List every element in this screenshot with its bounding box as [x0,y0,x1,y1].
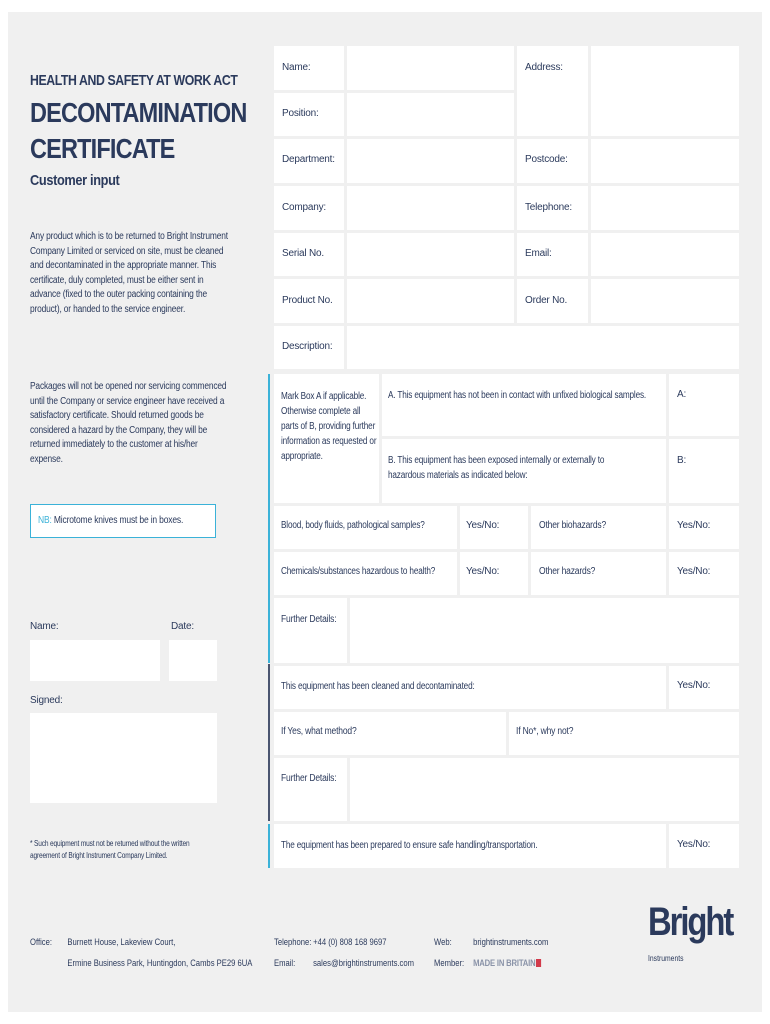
bright-logo: Bright [648,900,733,944]
address-label: Address: [525,62,563,73]
footer-web [434,932,548,974]
description-label: Description: [282,341,333,352]
other-hazards-question-cell [531,552,666,595]
chemicals-question: Chemicals/substances hazardous to health? [281,566,436,577]
nb-prefix: NB: [38,515,52,526]
bright-logo-sub: Instruments [648,954,684,963]
mark-box-text: Mark Box A if applicable. Otherwise complete all parts of B, providing further information as requested or appropriate. [281,391,377,462]
tel-label: Telephone: [274,937,312,947]
serial-input[interactable] [347,233,514,276]
transport-statement-cell [274,824,666,868]
intro-paragraph-1: Any product which is to be returned to Bright Instrument Company Limited or serviced on site, must be cleaned and decontaminated in the appropriate manner. This certificate, duly completed, must be either sent in advance (fixed to the outer packing containing the product), or handed to the service engineer. [30,231,228,315]
company-label: Company: [282,202,326,213]
cleaned-yesno-input[interactable] [669,666,739,709]
hazard-further-input[interactable] [350,598,739,663]
method-label: If Yes, what method? [281,726,357,737]
footer-office [30,932,252,974]
blood-yesno-label: Yes/No: [466,520,500,531]
order-label: Order No. [525,295,568,306]
blood-yesno-input[interactable] [460,506,528,549]
section-bar-cleaning [268,664,270,821]
box-b-checkbox[interactable] [669,439,739,503]
cleaned-statement-cell [274,666,666,709]
other-bio-yesno-label: Yes/No: [677,520,711,531]
nb-text [38,514,183,529]
email-label: Email: [525,248,552,259]
product-label-cell [274,279,344,323]
hazard-further-label-cell [274,598,347,663]
sign-date-label: Date: [171,621,194,632]
order-label-cell [517,279,588,323]
web-label: Web: [434,937,452,947]
box-b-text: B. This equipment has been exposed internally or externally to hazardous materials as indicated below: [388,455,605,481]
chemicals-yesno-label: Yes/No: [466,566,500,577]
footnote: * Such equipment must not be returned without the written agreement of Bright Instrument Company Limited. [30,839,190,861]
postcode-label: Postcode: [525,154,568,165]
title-line-2: CERTIFICATE [30,133,175,164]
nb-message: Microtome knives must be in boxes. [53,515,184,526]
box-a-label: A: [677,389,687,400]
web-link[interactable]: brightinstruments.com [473,937,549,947]
intro-paragraph-2: Packages will not be opened nor servicing commenced until the Company or service engineer have received a satisfactory certificate. Should returned goods be considered a hazard by the Company, they will be returned immediately to the customer at his/her expense. [30,381,227,465]
email-footer-label: Email: [274,958,296,968]
why-not-input[interactable] [509,712,739,755]
other-hazards-question: Other hazards? [539,566,596,577]
transport-statement: The equipment has been prepared to ensure safe handling/transportation. [281,840,538,851]
certificate-page [8,12,762,1012]
position-input[interactable] [347,93,514,136]
address-input[interactable] [591,46,739,136]
other-bio-question: Other biohazards? [539,520,607,531]
section-bar-transport [268,824,270,868]
office-line-1: Burnett House, Lakeview Court, [67,937,176,947]
tel-value: +44 (0) 808 168 9697 [313,937,387,947]
company-input[interactable] [347,186,514,230]
clean-further-input[interactable] [350,758,739,821]
other-bio-question-cell [531,506,666,549]
nb-box [30,504,216,538]
description-input[interactable] [347,326,739,369]
clean-further-label-cell [274,758,347,821]
box-a-statement-cell [382,374,666,436]
made-in-britain-badge: MADE IN BRITAIN [473,958,536,968]
chemicals-yesno-input[interactable] [460,552,528,595]
mark-box-instructions [274,374,379,503]
box-a-checkbox[interactable] [669,374,739,436]
other-bio-yesno-input[interactable] [669,506,739,549]
office-label: Office: [30,937,52,947]
blood-question-cell [274,506,457,549]
telephone-input[interactable] [591,186,739,230]
box-b-statement-cell [382,439,666,503]
address-label-cell [517,46,588,136]
title-line-1: DECONTAMINATION [30,97,247,128]
email-label-cell [517,233,588,276]
telephone-label: Telephone: [525,202,572,213]
other-hazards-yesno-input[interactable] [669,552,739,595]
name-input[interactable] [347,46,514,90]
clean-further-label: Further Details: [281,773,337,784]
section-bar-hazards [268,374,270,663]
box-a-text: A. This equipment has not been in contact with unfixed biological samples. [388,390,647,401]
hazard-further-label: Further Details: [281,614,337,625]
why-not-label: If No*, why not? [516,726,574,737]
position-label: Position: [282,108,319,119]
transport-yesno-label: Yes/No: [677,839,711,850]
act-heading: HEALTH AND SAFETY AT WORK ACT [30,72,238,89]
department-label: Department: [282,154,335,165]
email-input[interactable] [591,233,739,276]
description-label-cell [274,326,344,369]
made-in-britain-flag-icon [536,959,541,967]
department-input[interactable] [347,139,514,183]
position-label-cell [274,93,344,136]
transport-yesno-input[interactable] [669,824,739,868]
blood-question: Blood, body fluids, pathological samples? [281,520,425,531]
postcode-input[interactable] [591,139,739,183]
cleaned-statement: This equipment has been cleaned and decontaminated: [281,681,475,692]
department-label-cell [274,139,344,183]
name-label: Name: [282,62,311,73]
name-label-cell [274,46,344,90]
serial-label: Serial No. [282,248,324,259]
product-input[interactable] [347,279,514,323]
office-line-2: Ermine Business Park, Huntingdon, Cambs PE29 6UA [67,958,253,968]
postcode-label-cell [517,139,588,183]
office-address [67,932,252,974]
signature-input[interactable] [30,713,217,803]
chemicals-question-cell [274,552,457,595]
footer-contact [274,932,414,974]
company-label-cell [274,186,344,230]
sign-name-input[interactable] [30,640,160,681]
sign-name-label: Name: [30,621,59,632]
subtitle: Customer input [30,172,120,189]
product-label: Product No. [282,295,333,306]
method-input[interactable] [274,712,506,755]
box-b-label: B: [677,455,687,466]
signed-label: Signed: [30,695,63,706]
telephone-label-cell [517,186,588,230]
other-hazards-yesno-label: Yes/No: [677,566,711,577]
sign-date-input[interactable] [169,640,217,681]
member-label: Member: [434,958,465,968]
cleaned-yesno-label: Yes/No: [677,680,711,691]
serial-label-cell [274,233,344,276]
email-link[interactable]: sales@brightinstruments.com [313,958,414,968]
order-input[interactable] [591,279,739,323]
